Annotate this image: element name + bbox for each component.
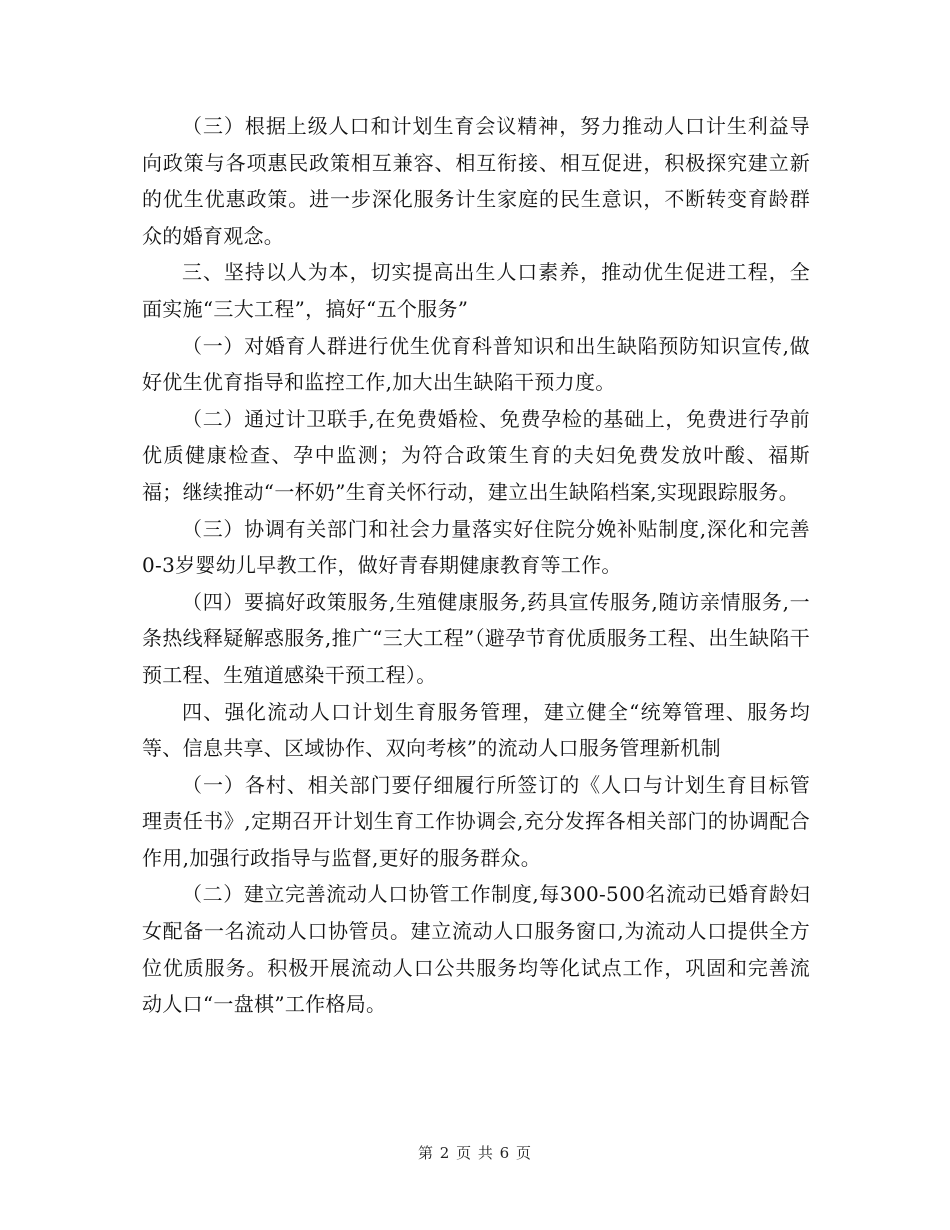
paragraph-4-2-coordinators: （二）建立完善流动人口协管工作制度,每300-500名流动已婚育龄妇女配备一名流动人口协管员。建立流动人口服务窗口,为流动人口提供全方位优质服务。积极开展流动人口公共服务均等化试点工作，巩固和完善流动人口“一盘棋”工作格局。	[142, 882, 810, 1017]
heading-section-3: 三、坚持以人为本，切实提高出生人口素养，推动优生促进工程，全面实施“三大工程”，搞好“五个服务”	[142, 260, 810, 321]
page-number-footer: 第 2 页 共 6 页	[418, 1144, 532, 1162]
paragraph-3-1-education: （一）对婚育人群进行优生优育科普知识和出生缺陷预防知识宣传,做好优生优育指导和监控工作,加大出生缺陷干预力度。	[142, 333, 810, 395]
paragraph-3-4-services: （四）要搞好政策服务,生殖健康服务,药具宣传服务,随访亲情服务,一条热线释疑解惑服务,推广“三大工程”（避孕节育优质服务工程、出生缺陷干预工程、生殖道感染干预工程）。	[142, 589, 810, 687]
heading-section-4: 四、强化流动人口计划生育服务管理，建立健全“统筹管理、服务均等、信息共享、区域协作、双向考核”的流动人口服务管理新机制	[142, 699, 810, 761]
paragraph-3-2-health-checks: （二）通过计卫联手,在免费婚检、免费孕检的基础上，免费进行孕前优质健康检查、孕中监测；为符合政策生育的夫妇免费发放叶酸、福斯福；继续推动“一杯奶”生育关怀行动，建立出生缺陷档案,实现跟踪服务。	[142, 406, 810, 504]
document-body	[142, 108, 810, 1023]
paragraph-3-benefit-policy: （三）根据上级人口和计划生育会议精神，努力推动人口计生利益导向政策与各项惠民政策相互兼容、相互衔接、相互促进，积极探究建立新的优生优惠政策。进一步深化服务计生家庭的民生意识，不断转变育龄群众的婚育观念。	[142, 114, 810, 248]
paragraph-3-3-subsidy: （三）协调有关部门和社会力量落实好住院分娩补贴制度,深化和完善0-3岁婴幼儿早教工作，做好青春期健康教育等工作。	[142, 516, 810, 578]
paragraph-4-1-responsibility: （一）各村、相关部门要仔细履行所签订的《人口与计划生育目标管理责任书》,定期召开计划生育工作协调会,充分发挥各相关部门的协调配合作用,加强行政指导与监督,更好的服务群众。	[142, 772, 810, 870]
